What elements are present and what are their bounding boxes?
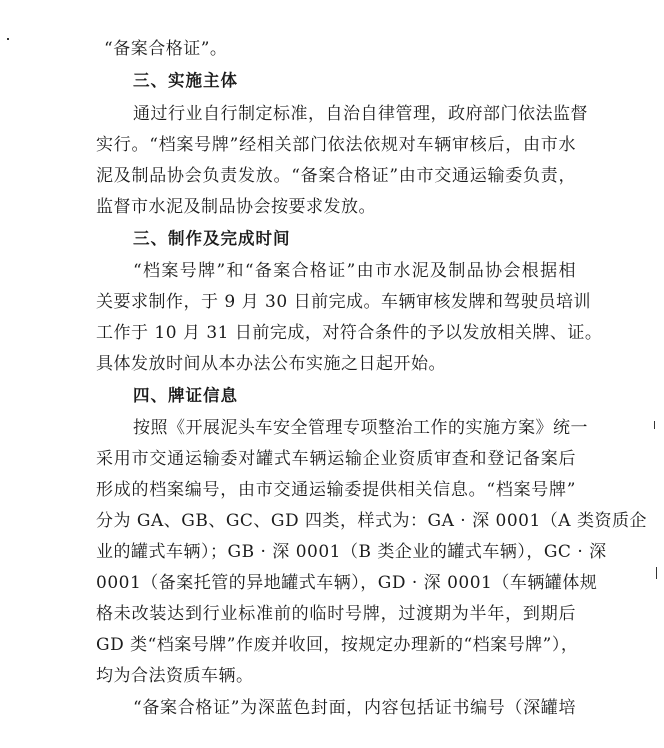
text-line: 监督市水泥及制品协会按要求发放。 (96, 197, 376, 217)
text-line: “备案合格证”。 (104, 39, 228, 59)
text-line: 0001（备案托管的异地罐式车辆），GD · 深 0001（车辆罐体规 (96, 573, 598, 593)
text-line: 按照《开展泥头车安全管理专项整治工作的实施方案》统一 (133, 418, 588, 438)
section-heading-production-time: 三、制作及完成时间 (133, 229, 291, 248)
text-line: 实行。“档案号牌”经相关部门依法依规对车辆审核后，由市水 (96, 135, 576, 155)
text-line: 分为 GA、GB、GC、GD 四类，样式为：GA · 深 0001（A 类资质企 (96, 511, 647, 531)
section-heading-implementing-body: 三、实施主体 (133, 71, 238, 90)
text-line: 泥及制品协会负责发放。“备案合格证”由市交通运输委负责， (96, 166, 576, 186)
scan-speck (654, 421, 655, 429)
text-line: 采用市交通运输委对罐式车辆运输企业资质审查和登记备案后 (96, 449, 576, 469)
text-line: 具体发放时间从本办法公布实施之日起开始。 (96, 354, 446, 374)
section-heading-plate-info: 四、牌证信息 (133, 386, 238, 405)
text-line: “备案合格证”为深蓝色封面，内容包括证书编号（深罐培 (133, 698, 576, 718)
text-line: 关要求制作，于 9 月 30 日前完成。车辆审核发牌和驾驶员培训 (96, 292, 592, 312)
text-line: 通过行业自行制定标准，自治自律管理，政府部门依法监督 (133, 104, 588, 124)
text-line: 均为合法资质车辆。 (96, 666, 254, 686)
scan-speck (656, 567, 657, 579)
text-line: GD 类“档案号牌”作废并收回，按规定办理新的“档案号牌”）， (96, 635, 579, 655)
scan-speck (7, 38, 9, 40)
text-line: “档案号牌”和“备案合格证”由市水泥及制品协会根据相 (133, 261, 576, 281)
text-line: 工作于 10 月 31 日前完成，对符合条件的予以发放相关牌、证。 (96, 323, 603, 343)
text-line: 格未改装达到行业标准前的临时号牌，过渡期为半年，到期后 (96, 604, 576, 624)
text-line: 形成的档案编号，由市交通运输委提供相关信息。“档案号牌” (96, 480, 576, 500)
text-line: 业的罐式车辆）；GB · 深 0001（B 类企业的罐式车辆），GC · 深 (96, 542, 607, 562)
